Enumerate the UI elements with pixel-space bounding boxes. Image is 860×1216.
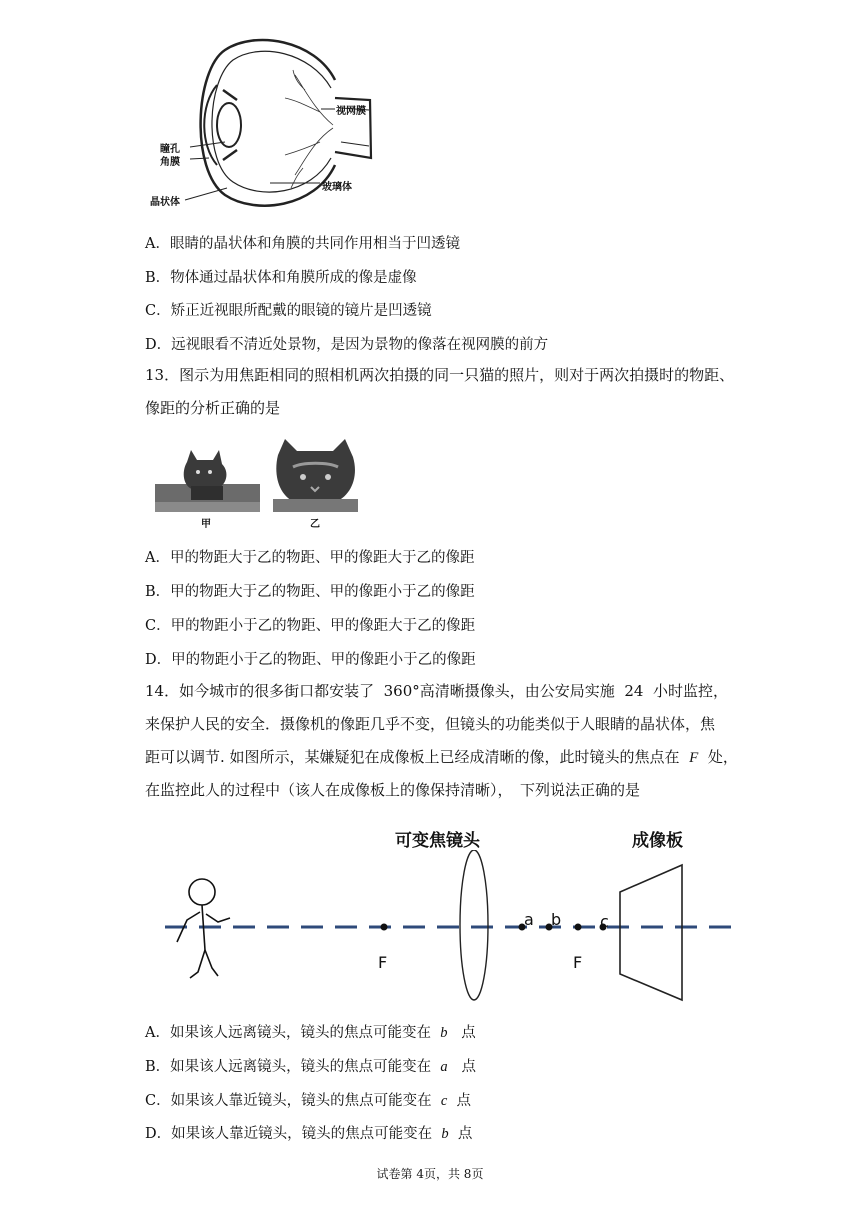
page-footer: 试卷第 4页，共 8页 <box>376 1167 484 1181</box>
q13-option-b: B．甲的物距大于乙的物距、甲的像距小于乙的像距 <box>145 584 475 600</box>
cat-photo-jia <box>155 442 260 512</box>
q13-option-d: D．甲的物距小于乙的物距、甲的像距小于乙的像距 <box>145 652 476 668</box>
q14-stem-line3 <box>145 750 738 766</box>
q13-stem-line2: 像距的分析正确的是 <box>145 399 281 417</box>
lens-title: 可变焦镜头 <box>395 831 480 851</box>
q12-option-c: C．矫正近视眼所配戴的眼镜的镜片是凹透镜 <box>145 303 432 319</box>
q14-option-c <box>145 1089 471 1110</box>
q14-option-b <box>145 1055 476 1076</box>
q14-option-c-suffix: 点 <box>456 1093 471 1109</box>
q14-line3-var: F <box>689 750 699 766</box>
focus-right-label: F <box>573 953 583 972</box>
q12-option-d: D．远视眼看不清近处景物，是因为景物的像落在视网膜的前方 <box>145 337 549 353</box>
screen-title: 成像板 <box>632 831 683 851</box>
label-retina: 视网膜 <box>336 106 366 117</box>
q14-option-d-text: D．如果该人靠近镜头，镜头的焦点可能变在 <box>145 1126 433 1142</box>
q14-option-a-suffix: 点 <box>461 1025 476 1041</box>
photo-label-jia: 甲 <box>201 519 211 530</box>
q14-line1-part1: 14．如今城市的很多街口都安装了 <box>145 682 375 700</box>
point-a-label: a <box>524 910 534 929</box>
q14-stem-line4: 在监控此人的过程中（该人在成像板上的像保持清晰）， 下列说法正确的是 <box>145 781 641 799</box>
q14-option-b-var: a <box>440 1059 448 1075</box>
q14-option-b-suffix: 点 <box>461 1059 476 1075</box>
focus-left-label: F <box>378 953 388 972</box>
q12-option-b: B．物体通过晶状体和角膜所成的像是虚像 <box>145 270 417 286</box>
photo-label-yi: 乙 <box>310 519 320 530</box>
label-pupil: 瞳孔 <box>160 144 180 155</box>
label-cornea: 角膜 <box>160 157 180 168</box>
q14-option-a <box>145 1021 476 1042</box>
q14-option-b-text: B．如果该人远离镜头，镜头的焦点可能变在 <box>145 1059 432 1075</box>
q14-option-d-suffix: 点 <box>457 1126 473 1142</box>
q14-line3-part1: 距可以调节. 如图所示，某嫌疑犯在成像板上已经成清晰的像，此时镜头的焦点在 <box>145 748 680 766</box>
q14-line1-part2: 360°高清晰摄像头，由公安局实施 <box>383 682 615 700</box>
q12-option-a: A．眼睛的晶状体和角膜的共同作用相当于凹透镜 <box>145 236 460 252</box>
q14-option-a-text: A．如果该人远离镜头，镜头的焦点可能变在 <box>145 1025 431 1041</box>
q14-stem-line1 <box>145 684 728 699</box>
q14-option-d-var: b <box>441 1126 449 1142</box>
q13-option-a: A．甲的物距大于乙的物距、甲的像距大于乙的像距 <box>145 550 475 566</box>
point-b-label: b <box>551 910 562 929</box>
q14-option-a-var: b <box>440 1025 448 1041</box>
q13-stem-line1: 13．图示为用焦距相同的照相机两次拍摄的同一只猫的照片，则对于两次拍摄时的物距、 <box>145 366 735 384</box>
q14-line1-part4: 小时监控， <box>652 682 728 700</box>
q14-option-c-text: C．如果该人靠近镜头，镜头的焦点可能变在 <box>145 1093 432 1109</box>
label-vitreous: 玻璃体 <box>322 182 352 193</box>
q14-stem-line2: 来保护人民的安全．摄像机的像距几乎不变，但镜头的功能类似于人眼睛的晶状体，焦 <box>145 715 716 733</box>
camera-diagram <box>160 850 740 1010</box>
q14-option-d <box>145 1122 472 1143</box>
q14-line3-part2: 处， <box>707 748 738 766</box>
q14-line1-part3: 24 <box>624 682 644 700</box>
point-c-label: c <box>600 912 609 931</box>
q14-option-c-var: c <box>440 1093 448 1109</box>
cat-photo-yi <box>273 437 358 512</box>
q13-option-c: C．甲的物距小于乙的物距、甲的像距大于乙的像距 <box>145 618 476 634</box>
label-lens: 晶状体 <box>150 197 180 208</box>
